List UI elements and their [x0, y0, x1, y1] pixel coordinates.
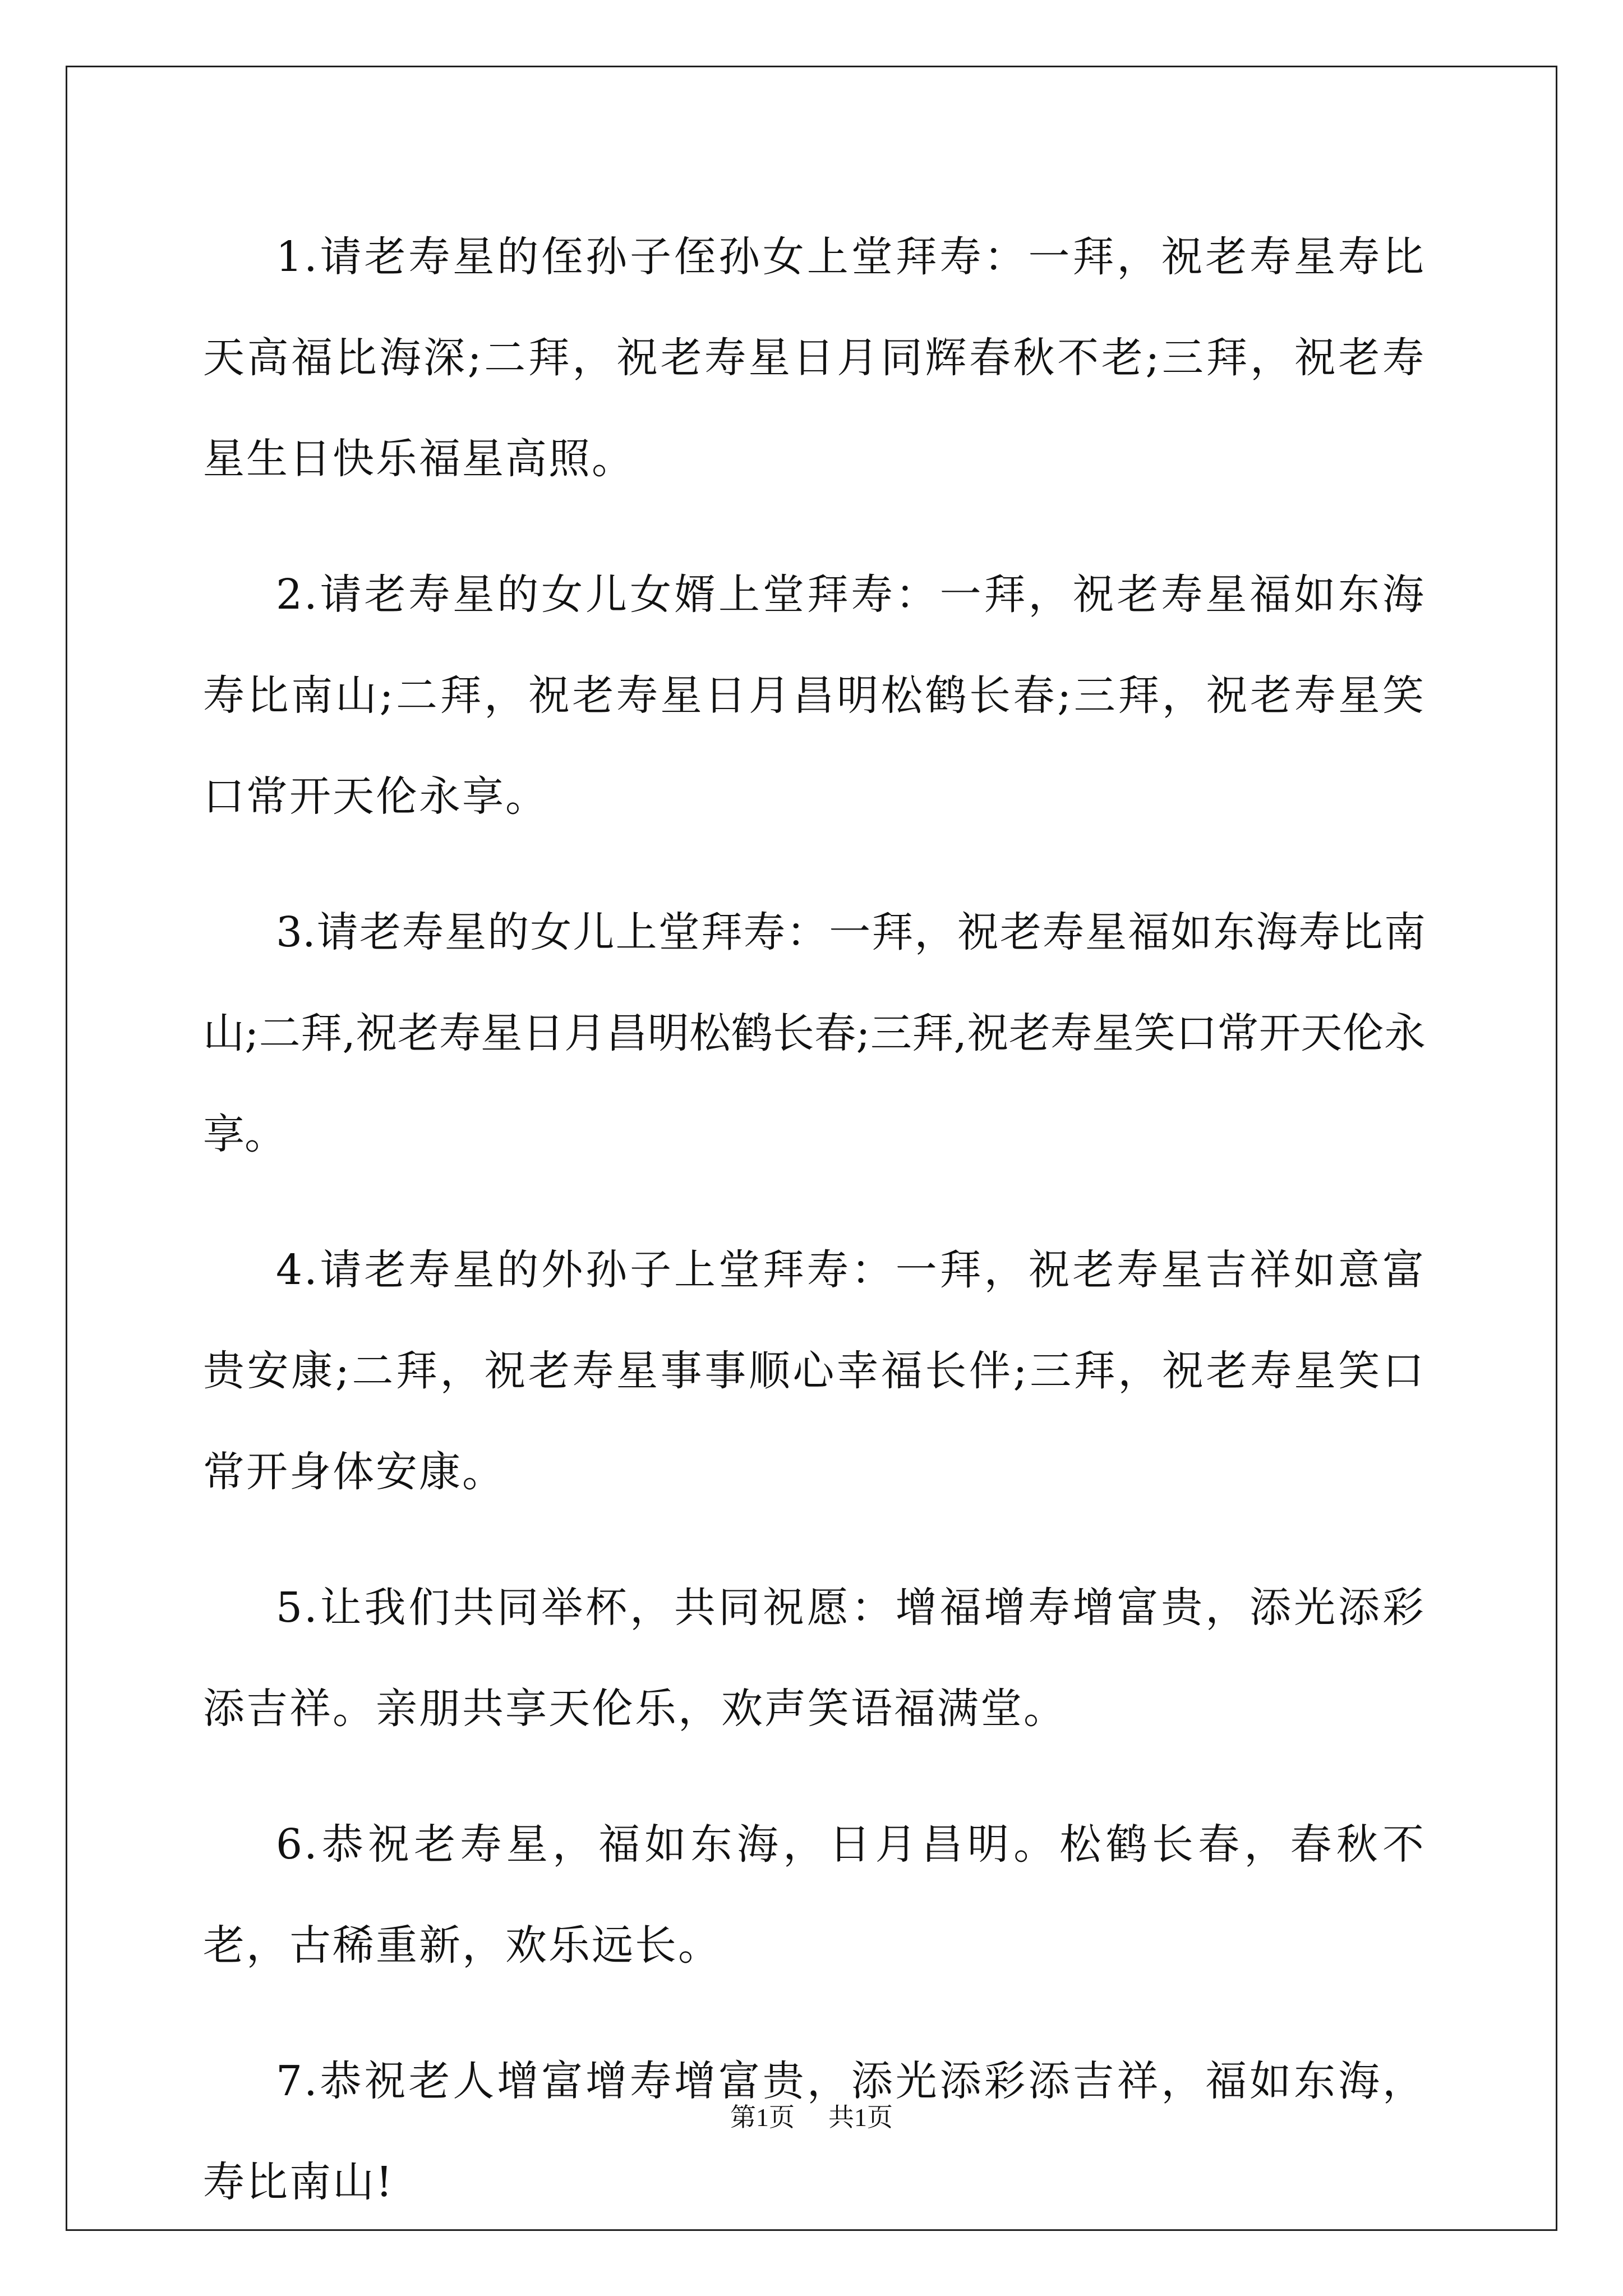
document-body	[203, 206, 1426, 2267]
paragraph-2: 2.请老寿星的女儿女婿上堂拜寿：一拜，祝老寿星福如东海寿比南山;二拜，祝老寿星日月昌明松鹤长春;三拜，祝老寿星笑口常开天伦永享。	[203, 570, 1426, 821]
page-total: 共1页	[828, 2103, 893, 2132]
paragraph-7: 7.恭祝老人增富增寿增富贵，添光添彩添吉祥，福如东海，寿比南山!	[203, 2057, 1426, 2206]
paragraph-6: 6.恭祝老寿星，福如东海，日月昌明。松鹤长春，春秋不老，古稀重新，欢乐远长。	[203, 1820, 1426, 1970]
page-number: 第1页	[730, 2103, 795, 2132]
paragraph-3: 3.请老寿星的女儿上堂拜寿：一拜，祝老寿星福如东海寿比南山;二拜,祝老寿星日月昌明松鹤长春;三拜,祝老寿星笑口常开天伦永享。	[203, 908, 1426, 1158]
paragraph-5: 5.让我们共同举杯，共同祝愿：增福增寿增富贵，添光添彩添吉祥。亲朋共享天伦乐，欢声笑语福满堂。	[203, 1584, 1426, 1733]
paragraph-4: 4.请老寿星的外孙子上堂拜寿：一拜，祝老寿星吉祥如意富贵安康;二拜，祝老寿星事事顺心幸福长伴;三拜，祝老寿星笑口常开身体安康。	[203, 1246, 1426, 1496]
paragraph-1: 1.请老寿星的侄孙子侄孙女上堂拜寿：一拜，祝老寿星寿比天高福比海深;二拜，祝老寿星日月同辉春秋不老;三拜，祝老寿星生日快乐福星高照。	[203, 233, 1426, 483]
page-footer	[0, 2101, 1623, 2134]
